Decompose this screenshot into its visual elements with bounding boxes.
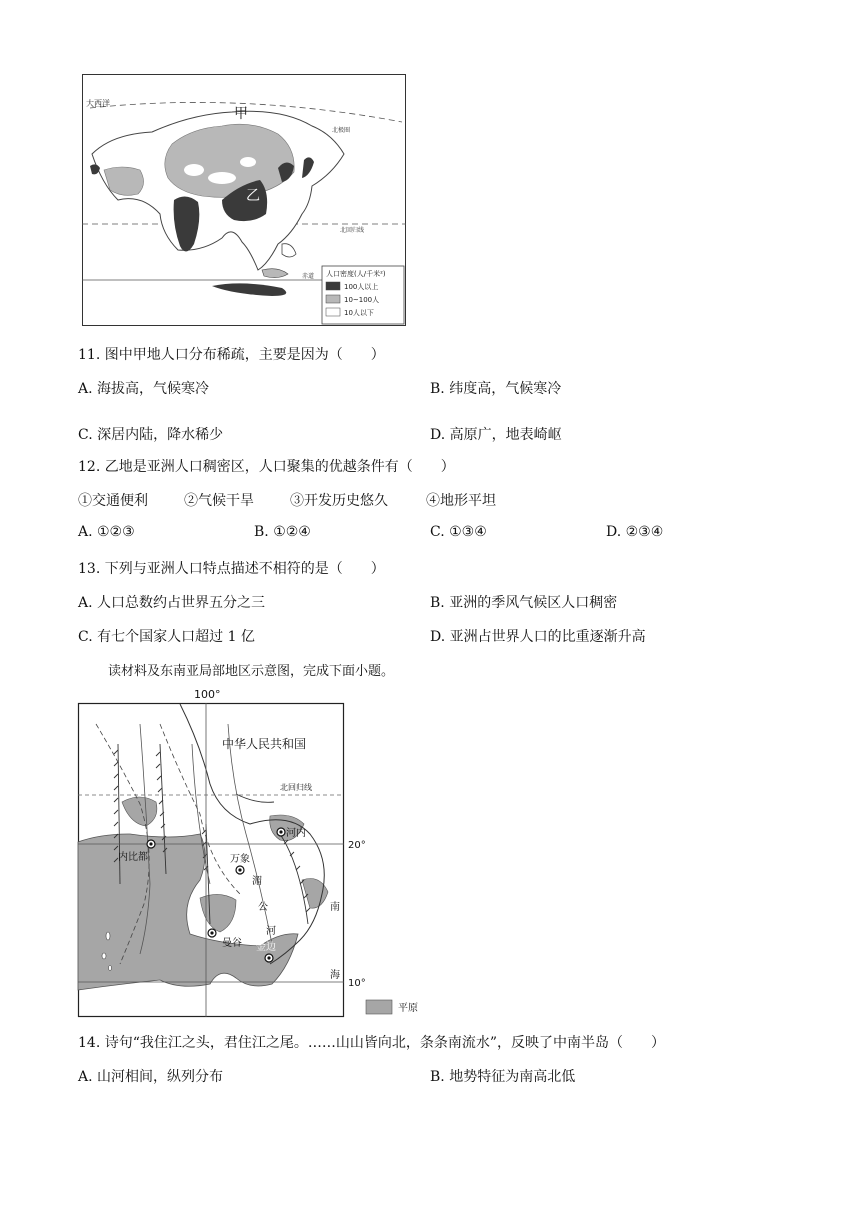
intro-text: 读材料及东南亚局部地区示意图，完成下面小题。 bbox=[108, 664, 395, 679]
q12-option-c: C. ①③④ bbox=[430, 524, 487, 540]
q12-condition-2: ②气候干旱 bbox=[184, 493, 254, 509]
q13-option-c: C. 有七个国家人口超过 1 亿 bbox=[78, 629, 255, 645]
lon-label: 100° bbox=[194, 688, 221, 701]
q11-option-d: D. 高原广，地表崎岖 bbox=[430, 427, 562, 443]
city-bangkok: 曼谷 bbox=[222, 938, 242, 949]
city-phnompenh: 金边 bbox=[256, 942, 276, 953]
legend-swatch-high bbox=[326, 282, 340, 290]
q12-condition-4: ④地形平坦 bbox=[426, 493, 496, 509]
equator-label: 赤道 bbox=[302, 273, 315, 280]
city-naypyidaw: 内比都 bbox=[118, 852, 148, 863]
river-char-1: 湄 bbox=[252, 876, 262, 887]
plain-legend-swatch bbox=[366, 1000, 392, 1014]
legend-item-low: 10人以下 bbox=[344, 309, 374, 317]
q12-option-d: D. ②③④ bbox=[606, 524, 664, 540]
legend-item-medium: 10~100人 bbox=[344, 296, 380, 304]
yi-label: 乙 bbox=[246, 188, 260, 204]
legend-item-high: 100人以上 bbox=[344, 283, 379, 291]
tropic-label: 北回归线 bbox=[340, 227, 365, 234]
sea-char-2: 海 bbox=[330, 970, 340, 981]
southeast-asia-map bbox=[60, 684, 440, 1024]
river-char-3: 河 bbox=[266, 926, 276, 937]
q14-stem: 14. 诗句“我住江之头，君住江之尾。……山山皆向北，条条南流水”，反映了中南半岛（ ） bbox=[78, 1035, 666, 1051]
q13-option-d: D. 亚洲占世界人口的比重逐渐升高 bbox=[430, 629, 646, 645]
legend-title: 人口密度(人/千米²) bbox=[326, 270, 386, 278]
lat10-label: 10° bbox=[348, 978, 366, 989]
q14-option-a: A. 山河相间，纵列分布 bbox=[78, 1069, 224, 1085]
q12-option-b: B. ①②④ bbox=[254, 524, 311, 540]
arctic-circle-label: 北极圈 bbox=[332, 127, 351, 134]
city-vientiane: 万象 bbox=[230, 854, 250, 865]
legend-swatch-medium bbox=[326, 295, 340, 303]
tropic-map-label: 北回归线 bbox=[280, 783, 312, 792]
q11-option-c: C. 深居内陆，降水稀少 bbox=[78, 427, 224, 443]
q13-stem: 13. 下列与亚洲人口特点描述不相符的是（ ） bbox=[78, 561, 385, 577]
river-char-2: 公 bbox=[258, 902, 268, 913]
q12-condition-3: ③开发历史悠久 bbox=[290, 493, 388, 509]
q12-option-a: A. ①②③ bbox=[78, 524, 135, 540]
q12-stem: 12. 乙地是亚洲人口稠密区，人口聚集的优越条件有（ ） bbox=[78, 459, 455, 475]
sea-char-1: 南 bbox=[330, 902, 340, 913]
atlantic-label: 大西洋 bbox=[86, 99, 110, 108]
q11-option-a: A. 海拔高，气候寒冷 bbox=[78, 381, 210, 397]
q13-option-a: A. 人口总数约占世界五分之三 bbox=[78, 595, 266, 611]
q11-stem: 11. 图中甲地人口分布稀疏，主要是因为（ ） bbox=[78, 347, 385, 363]
asia-population-map bbox=[82, 74, 406, 326]
lat20-label: 20° bbox=[348, 840, 366, 851]
city-hanoi: 河内 bbox=[286, 828, 306, 839]
q11-option-b: B. 纬度高，气候寒冷 bbox=[430, 381, 562, 397]
plain-legend-label: 平原 bbox=[398, 1003, 418, 1014]
legend-swatch-low bbox=[326, 308, 340, 316]
q14-option-b: B. 地势特征为南高北低 bbox=[430, 1069, 576, 1085]
country-label: 中华人民共和国 bbox=[222, 737, 307, 751]
q12-condition-1: ①交通便利 bbox=[78, 493, 148, 509]
jia-label: 甲 bbox=[234, 106, 248, 122]
q13-option-b: B. 亚洲的季风气候区人口稠密 bbox=[430, 595, 618, 611]
map1-legend bbox=[322, 266, 404, 324]
